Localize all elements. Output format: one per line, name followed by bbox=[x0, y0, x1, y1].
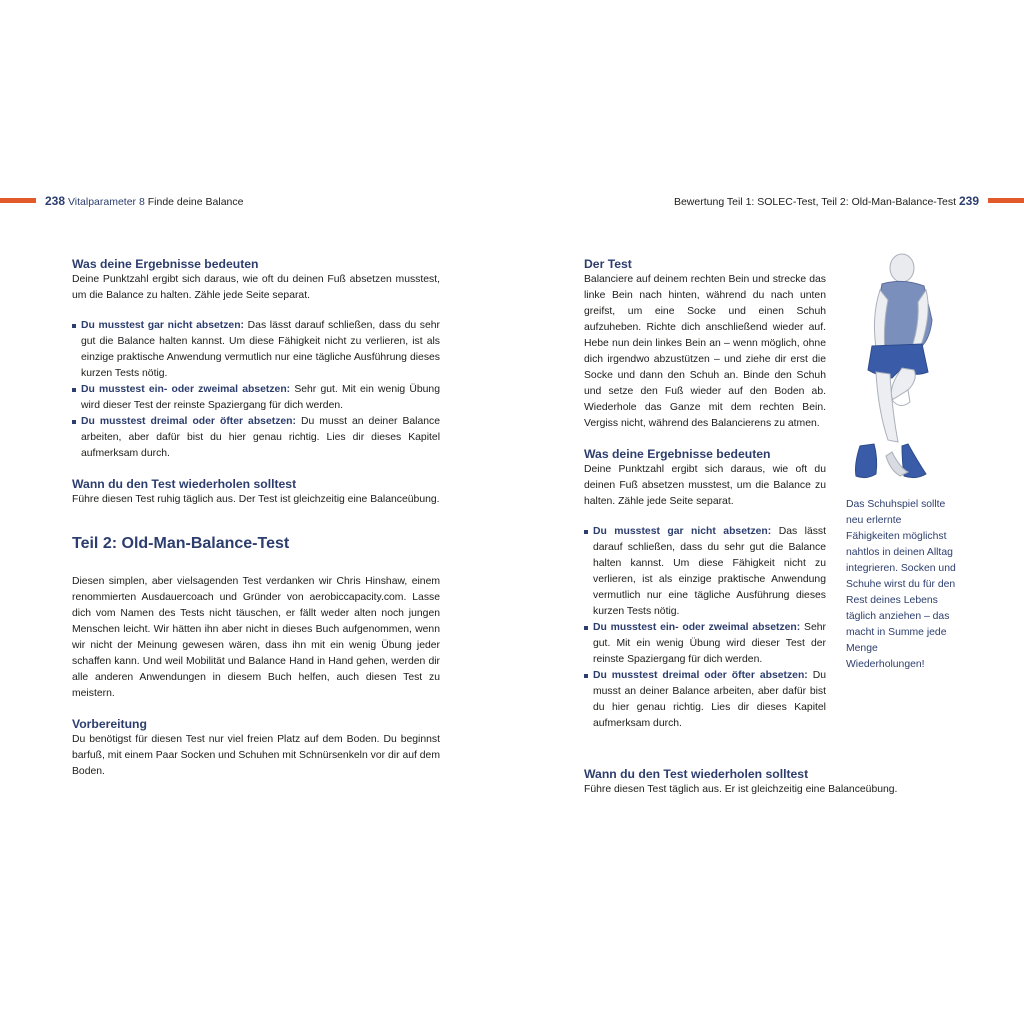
bullet-text: Das lässt darauf schließen, dass du sehr gut die Balance halten kannst. Um diese Fähigkeit nicht zu verlieren, ist als einzige praktische Anwendung vermutlich nur eine tägliche Ausführung dieses kurzen Tests nötig. bbox=[593, 526, 826, 617]
list-item bbox=[72, 414, 440, 462]
list-item bbox=[584, 620, 826, 668]
page-number-right: 239 bbox=[958, 194, 979, 208]
running-head-section: Vitalparameter 8 bbox=[67, 196, 145, 208]
left-page-content bbox=[72, 256, 440, 780]
running-head-chapter: Finde deine Balance bbox=[147, 196, 244, 208]
list-item bbox=[584, 668, 826, 732]
bullet-lead: Du musstest ein- oder zweimal absetzen: bbox=[593, 622, 801, 633]
heading-part-2: Teil 2: Old-Man-Balance-Test bbox=[72, 535, 290, 552]
paragraph-repeat-left: Führe diesen Test ruhig täglich aus. Der Test ist gleichzeitig eine Balanceübung. bbox=[72, 494, 440, 505]
page-number-left: 238 bbox=[45, 194, 66, 208]
bullet-lead: Du musstest dreimal oder öfter absetzen: bbox=[81, 416, 296, 427]
list-item bbox=[72, 318, 440, 382]
paragraph-part-2: Diesen simplen, aber vielsagenden Test verdanken wir Chris Hinshaw, einem renommierten Ausdauercoach und Gründer von aerobiccapacity.com. Lasse dich vom Namen des Tests nicht täuschen, er fällt weder alten noch jungen Menschen leicht. Wir hätten ihn aber nicht in dieses Buch aufgenommen, wenn wir nicht der Meinung gewesen wären, dass ihn mit ein wenig Übung jeder schaffen kann. Und weil Mobilität und Balance Hand in Hand gehen, werden dir alle anderen Anwendungen in diesem Buch helfen, auch diesen Test zu meistern. bbox=[72, 576, 440, 699]
bullet-marker bbox=[584, 626, 588, 630]
heading-test: Der Test bbox=[584, 257, 632, 271]
bullet-text: Sehr gut. Mit ein wenig Übung wird dieser Test der reinste Spaziergang für dich werden. bbox=[593, 622, 826, 665]
running-head-left bbox=[45, 194, 243, 208]
heading-repeat-right: Wann du den Test wiederholen solltest bbox=[584, 767, 809, 781]
heading-results-left: Was deine Ergebnisse bedeuten bbox=[72, 257, 259, 271]
right-page-footer-block bbox=[584, 766, 924, 798]
bullet-lead: Du musstest gar nicht absetzen: bbox=[593, 526, 772, 537]
bullet-lead: Du musstest ein- oder zweimal absetzen: bbox=[81, 384, 291, 395]
illustration-caption: Das Schuhspiel sollte neu erlernte Fähigkeiten möglichst nahtlos in deinen Alltag integrieren. Socken und Schuhe wirst du für den Rest deines Lebens täglich anziehen – das macht in Summe jede Menge Wiederholungen! bbox=[846, 499, 956, 670]
heading-repeat-left: Wann du den Test wiederholen solltest bbox=[72, 477, 297, 491]
bullet-text: Du musst an deiner Balance arbeiten, aber dafür bist du hier genau richtig. Lies dir dieses Kapitel aufmerksam durch. bbox=[81, 416, 440, 459]
paragraph-preparation: Du benötigst für diesen Test nur viel freien Platz auf dem Boden. Du beginnst barfuß, mit einem Paar Socken und Schuhen mit Schnürsenkeln vor dir auf dem Boden. bbox=[72, 734, 440, 777]
results-list-right bbox=[584, 524, 826, 732]
bullet-marker bbox=[72, 420, 76, 424]
balance-illustration bbox=[842, 250, 942, 485]
bullet-marker bbox=[584, 674, 588, 678]
paragraph-test: Balanciere auf deinem rechten Bein und strecke das linke Bein nach hinten, während du nach unten greifst, um eine Socke und einen Schuh aufzuheben. Richte dich anschließend wieder auf. Hebe nun dein linkes Bein an – wenn möglich, ohne dich irgendwo abzustützen – und ziehe dir erst die Socke und dann den Schuh an. Binde den Schuh und setze den Fuß wieder auf den Boden ab. Wiederhole das Ganze mit dem rechten Bein. Vergiss nicht, während des Balancierens zu atmen. bbox=[584, 274, 826, 429]
right-page-content bbox=[584, 256, 826, 732]
bullet-text: Das lässt darauf schließen, dass du sehr gut die Balance halten kannst. Um diese Fähigkeit nicht zu verlieren, ist als einzige praktische Anwendung vermutlich nur eine tägliche Ausführung dieses kurzen Tests nötig. bbox=[81, 320, 440, 379]
bullet-marker bbox=[72, 388, 76, 392]
paragraph-results-left: Deine Punktzahl ergibt sich daraus, wie oft du deinen Fuß absetzen musstest, um die Balance zu halten. Zähle jede Seite separat. bbox=[72, 274, 440, 301]
header-rule-right bbox=[988, 198, 1024, 203]
paragraph-results-right: Deine Punktzahl ergibt sich daraus, wie oft du deinen Fuß absetzen musstest, um die Balance zu halten. Zähle jede Seite separat. bbox=[584, 464, 826, 507]
running-head-right bbox=[674, 194, 979, 208]
heading-preparation: Vorbereitung bbox=[72, 717, 147, 731]
list-item bbox=[72, 382, 440, 414]
paragraph-repeat-right: Führe diesen Test täglich aus. Er ist gleichzeitig eine Balanceübung. bbox=[584, 784, 898, 795]
header-rule-left bbox=[0, 198, 36, 203]
bullet-marker bbox=[72, 324, 76, 328]
bullet-lead: Du musstest gar nicht absetzen: bbox=[81, 320, 245, 331]
running-head-title: Bewertung Teil 1: SOLEC-Test, Teil 2: Old-Man-Balance-Test bbox=[673, 196, 957, 208]
bullet-text: Du musst an deiner Balance arbeiten, aber dafür bist du hier genau richtig. Lies dir dieses Kapitel aufmerksam durch. bbox=[593, 670, 826, 729]
heading-results-right: Was deine Ergebnisse bedeuten bbox=[584, 447, 771, 461]
bullet-lead: Du musstest dreimal oder öfter absetzen: bbox=[593, 670, 808, 681]
bullet-text: Sehr gut. Mit ein wenig Übung wird dieser Test der reinste Spaziergang für dich werden. bbox=[81, 384, 440, 411]
bullet-marker bbox=[584, 530, 588, 534]
results-list-left bbox=[72, 318, 440, 462]
list-item bbox=[584, 524, 826, 620]
